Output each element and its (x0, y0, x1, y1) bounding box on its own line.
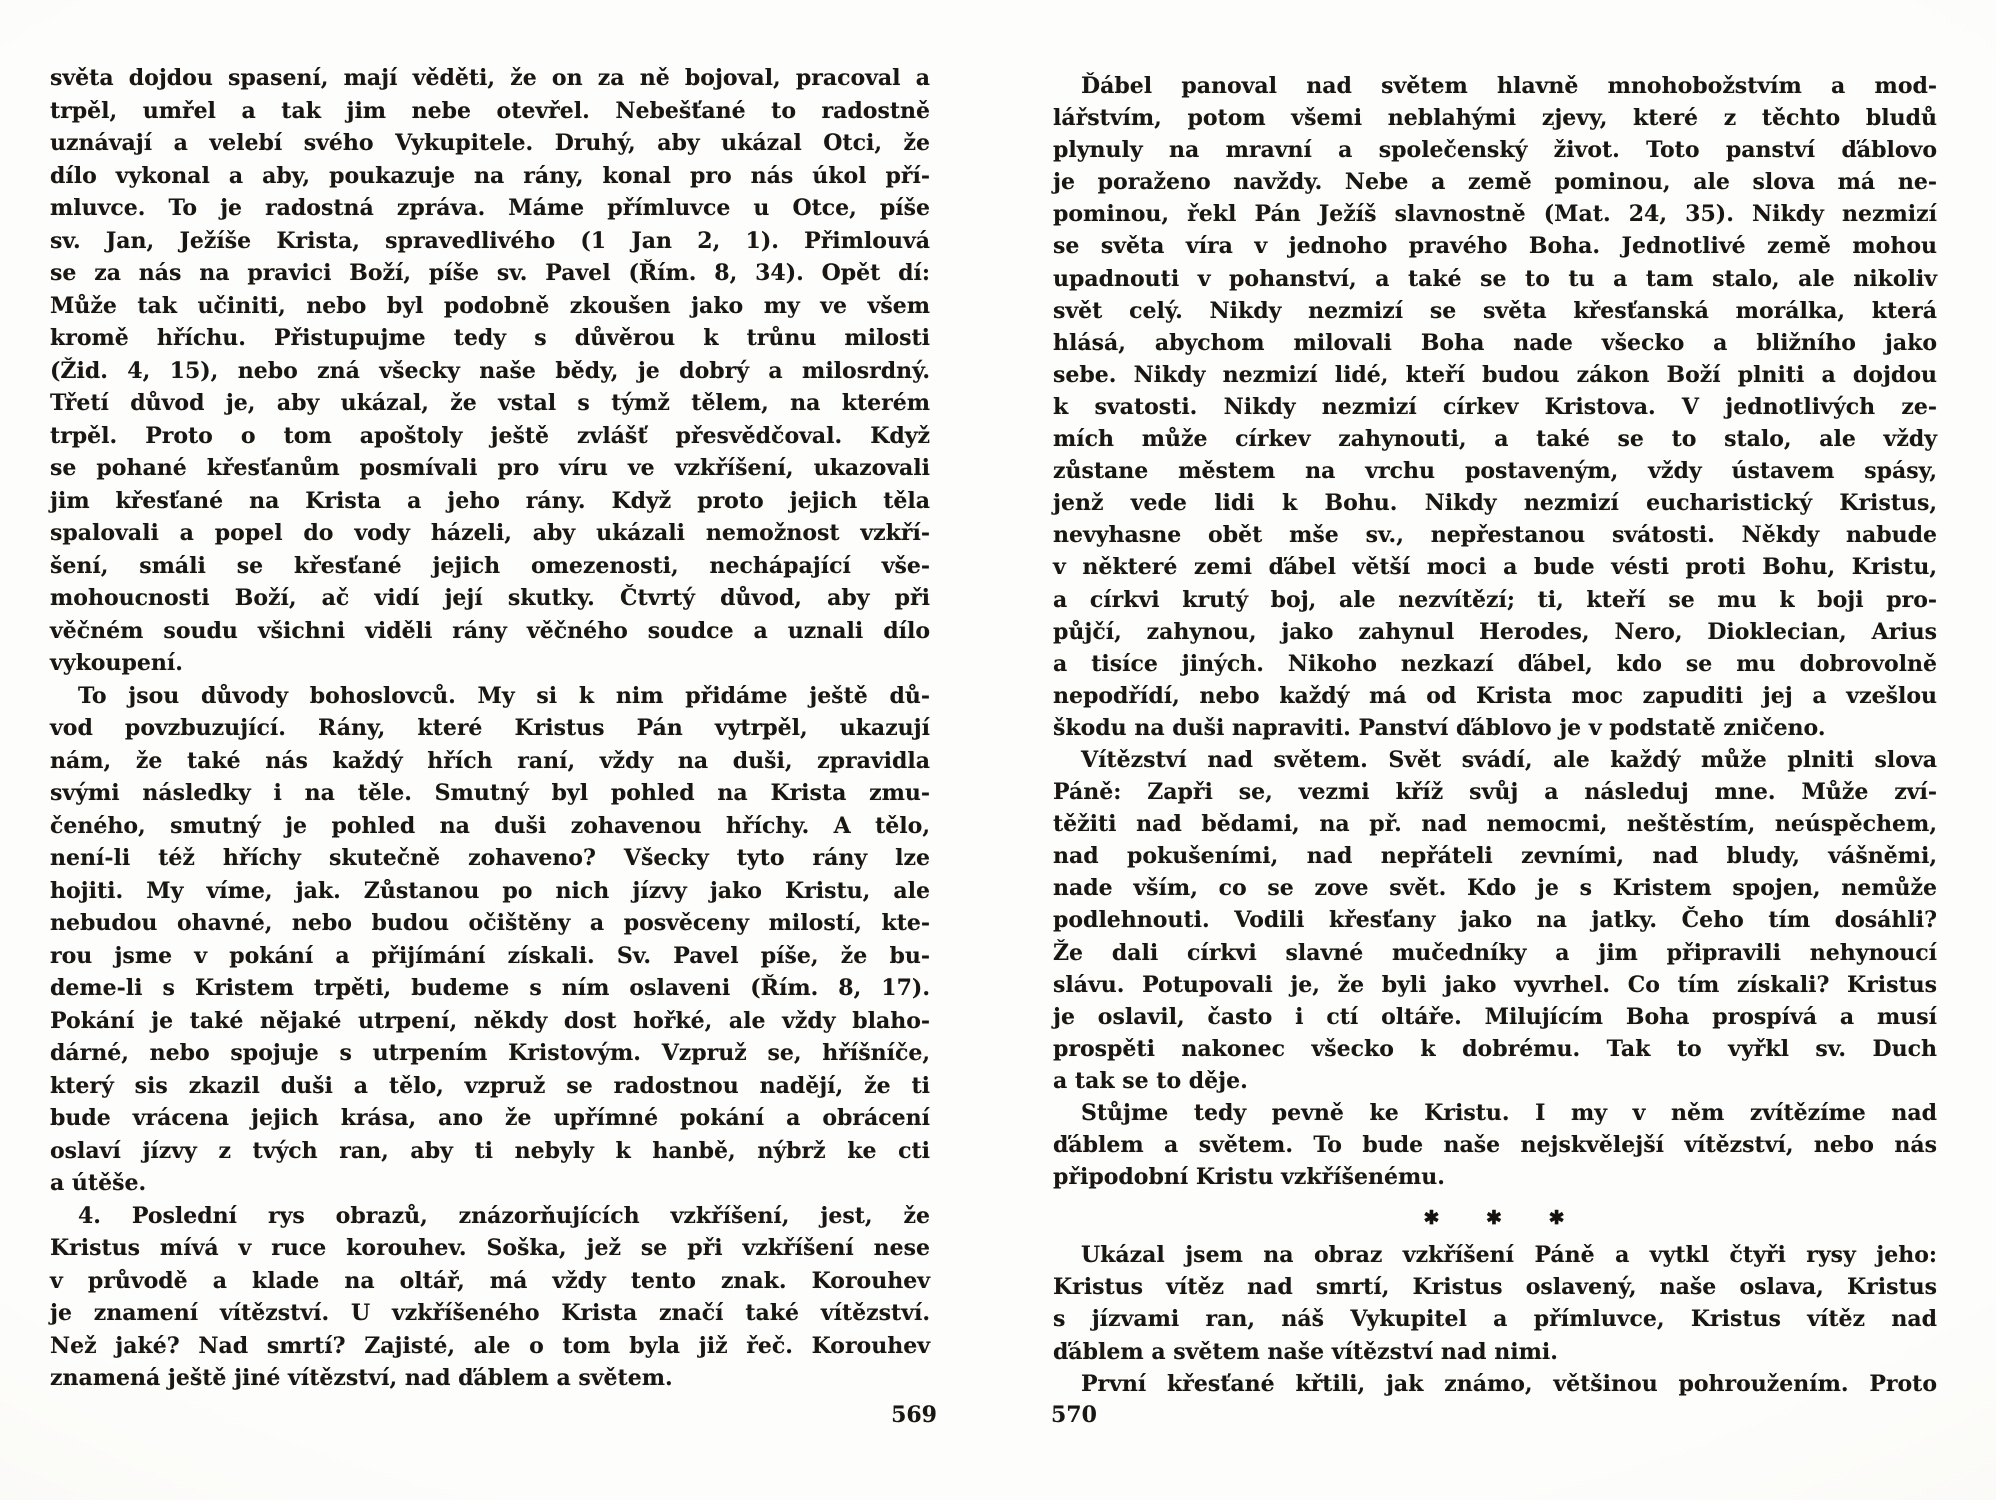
text-line: a tisíce jiných. Nikoho nezkazí ďábel, kdo se mu dobrovolně (1053, 650, 1937, 677)
text-line: Kristus mívá v ruce korouhev. Soška, jež se při vzkříšení nese (50, 1235, 930, 1261)
text-line: mluvce. To je radostná zpráva. Máme přímluvce u Otce, píše (50, 195, 930, 221)
text-line: svět celý. Nikdy nezmizí se světa křesťanská morálka, která (1053, 297, 1937, 324)
text-line: jenž vede lidi k Bohu. Nikdy nezmizí eucharistický Kristus, (1053, 490, 1937, 517)
text-line: jim křesťané na Krista a jeho rány. Když proto jejich těla (50, 487, 930, 514)
text-line: věčném soudu všichni viděli rány věčného soudce a uznali dílo (50, 617, 930, 644)
text-line: v některé zemi ďábel větší moci a bude vésti proti Bohu, Kristu, (1053, 554, 1937, 581)
text-line: uznávají a velebí svého Vykupitele. Druhý, aby ukázal Otci, že (50, 130, 930, 156)
text-line: a církvi krutý boj, ale nezvítězí; ti, kteří se mu k boji pro- (1053, 586, 1937, 613)
text-line: a útěše. (50, 1170, 147, 1196)
text-line: vykoupení. (50, 650, 183, 676)
text-line: bude vrácena jejich krása, ano že upřímné pokání a obrácení (50, 1105, 930, 1131)
text-line: Kristus vítěz nad smrtí, Kristus oslavený, naše oslava, Kristus (1053, 1274, 1937, 1301)
page-number-right: 570 (1051, 1402, 1097, 1428)
page-number-left: 569 (891, 1402, 937, 1428)
text-line: v průvodě a klade na oltář, má vždy tento znak. Korouhev (50, 1267, 930, 1294)
text-line: svými následky i na těle. Smutný byl pohled na Krista zmu- (50, 780, 930, 806)
text-line: (Žid. 4, 15), nebo zná všecky naše bědy, je dobrý a milosrdný. (50, 357, 930, 384)
text-line: těžiti nad bědami, na př. nad nemocmi, neštěstím, neúspěchem, (1053, 811, 1937, 838)
text-line: mohoucnosti Boží, ač vidí její skutky. Čtvrtý důvod, aby při (50, 585, 930, 611)
text-line: šení, smáli se křesťané jejich omezenosti, nechápající vše- (50, 552, 930, 579)
text-line: dárné, nebo spojuje s utrpením Kristovým. Vzpruž se, hříšníče, (50, 1040, 930, 1066)
text-line: ďáblem a světem. To bude naše nejskvělejší vítězství, nebo nás (1053, 1132, 1937, 1159)
right-page (1053, 70, 1937, 1400)
text-line: znamená ještě jiné vítězství, nad ďáblem a světem. (50, 1365, 673, 1391)
text-line: se za nás na pravici Boží, píše sv. Pavel (Řím. 8, 34). Opět dí: (50, 260, 930, 286)
text-line: prospěti nakonec všecko k dobrému. Tak to vyřkl sv. Duch (1053, 1035, 1937, 1062)
text-line: podlehnouti. Vodili křesťany jako na jatky. Čeho tím dosáhli? (1053, 907, 1937, 934)
text-line: vod povzbuzující. Rány, které Kristus Pán vytrpěl, ukazují (50, 715, 930, 741)
text-line: zůstane městem na vrchu postaveným, vždy ústavem spásy, (1053, 458, 1937, 485)
text-line: s jízvami ran, náš Vykupitel a přímluvce, Kristus vítěz nad (1053, 1306, 1937, 1333)
text-line: Než jaké? Nad smrtí? Zajisté, ale o tom byla již řeč. Korouhev (50, 1332, 930, 1359)
left-page (50, 62, 930, 1395)
text-line: Pokání je také nějaké utrpení, někdy dost hořké, ale vždy blaho- (50, 1007, 930, 1034)
text-line: není-li též hříchy skutečně zohaveno? Všecky tyto rány lze (50, 845, 930, 871)
text-line: pominou, řekl Pán Ježíš slavnostně (Mat. 24, 35). Nikdy nezmizí (1053, 201, 1937, 228)
text-line: sv. Jan, Ježíše Krista, spravedlivého (1 Jan 2, 1). Přimlouvá (50, 227, 930, 254)
text-line: nade vším, co se zove svět. Kdo je s Kristem spojen, nemůže (1053, 875, 1937, 902)
text-line: 4. Poslední rys obrazů, znázorňujících vzkříšení, jest, že (78, 1202, 930, 1229)
left-page-text (50, 62, 930, 1395)
text-line: upadnouti v pohanství, a také se to tu a tam stalo, ale nikoliv (1053, 265, 1937, 292)
text-line: hojiti. My víme, jak. Zůstanou po nich jízvy jako Kristu, ale (50, 877, 930, 904)
text-line: nepodřídí, nebo každý má od Krista moc zapuditi jej a vzešlou (1053, 682, 1937, 709)
text-line: kromě hříchu. Přistupujme tedy s důvěrou k trůnu milosti (50, 325, 930, 351)
text-line: je oslavil, často i ctí oltáře. Milujícím Boha prospívá a musí (1053, 1003, 1937, 1030)
text-line: nebudou ohavné, nebo budou očištěny a posvěceny milostí, kte- (50, 910, 930, 936)
text-line: Ukázal jsem na obraz vzkříšení Páně a vytkl čtyři rysy jeho: (1081, 1242, 1937, 1269)
text-line: trpěl, umřel a tak jim nebe otevřel. Nebešťané to radostně (50, 97, 930, 124)
text-line: připodobní Kristu vzkříšenému. (1053, 1164, 1445, 1191)
text-line: škodu na duši napraviti. Panství ďáblovo je v podstatě zničeno. (1053, 714, 1826, 741)
text-line: deme-li s Kristem trpěti, budeme s ním oslaveni (Řím. 8, 17). (50, 975, 930, 1001)
text-line: ďáblem a světem naše vítězství nad nimi. (1053, 1338, 1558, 1365)
text-line: světa dojdou spasení, mají věděti, že on za ně bojoval, pracoval a (50, 65, 930, 91)
text-line: je poraženo navždy. Nebe a země pominou, ale slova má ne- (1053, 169, 1937, 196)
text-line: nám, že také nás každý hřích raní, vždy na duši, zpravidla (50, 747, 930, 774)
text-line: Že dali církvi slavné mučedníky a jim připravili nehynoucí (1053, 939, 1937, 966)
text-line: se světa víra v jednoho pravého Boha. Jednotlivé země mohou (1053, 233, 1937, 260)
text-line: Ďábel panoval nad světem hlavně mnohobožstvím a mod- (1081, 73, 1937, 99)
text-line: hlásá, abychom milovali Boha nade všecko a bližního jako (1053, 329, 1937, 356)
text-line: spalovali a popel do vody házeli, aby ukázali nemožnost vzkří- (50, 520, 930, 546)
text-line: plynuly na mravní a společenský život. Toto panství ďáblovo (1053, 137, 1937, 164)
text-line: První křesťané křtili, jak známo, většinou pohroužením. Proto (1081, 1370, 1937, 1397)
text-line: nevyhasne obět mše sv., nepřestanou svátosti. Někdy nabude (1053, 522, 1937, 549)
text-line: sebe. Nikdy nezmizí lidé, kteří budou zákon Boží plniti a dojdou (1053, 361, 1937, 388)
text-line: čeného, smutný je pohled na duši zohavenou hříchy. A tělo, (50, 812, 930, 839)
text-line: je znamení vítězství. U vzkříšeného Krista značí také vítězství. (50, 1300, 930, 1326)
text-line: oslaví jízvy z tvých ran, aby ti nebyly k hanbě, nýbrž ke cti (50, 1137, 930, 1164)
text-line: Třetí důvod je, aby ukázal, že vstal s týmž tělem, na kterém (50, 390, 930, 416)
right-page-text (1053, 70, 1937, 1400)
text-line: nad pokušeními, nad nepřáteli zevními, nad bludy, vášněmi, (1053, 843, 1937, 870)
section-separator: ✱ ✱ ✱ (1423, 1207, 1567, 1230)
text-line: Může tak učiniti, nebo byl podobně zkoušen jako my ve všem (50, 292, 930, 319)
text-line: se pohané křesťanům posmívali pro víru ve vzkříšení, ukazovali (50, 455, 930, 481)
text-line: Páně: Zapři se, vezmi kříž svůj a následuj mne. Může zví- (1053, 779, 1937, 806)
text-line: mích může církev zahynouti, a také se to stalo, ale vždy (1053, 426, 1937, 453)
text-line: který sis zkazil duši a tělo, vzpruž se radostnou nadějí, že ti (50, 1072, 930, 1099)
text-line: slávu. Potupovali je, že byli jako vyvrhel. Co tím získali? Kristus (1053, 971, 1937, 998)
text-line: rou jsme v pokání a přijímání získali. Sv. Pavel píše, že bu- (50, 942, 930, 969)
text-line: lářstvím, potom všemi neblahými zjevy, které z těchto bludů (1053, 105, 1937, 132)
text-line: trpěl. Proto o tom apoštoly ještě zvlášť přesvědčoval. Když (50, 422, 930, 449)
text-line: a tak se to děje. (1053, 1067, 1248, 1094)
text-line: k svatosti. Nikdy nezmizí církev Kristova. V jednotlivých ze- (1053, 393, 1937, 420)
text-line: Vítězství nad světem. Svět svádí, ale každý může plniti slova (1081, 746, 1937, 773)
text-line: dílo vykonal a aby, poukazuje na rány, konal pro nás úkol pří- (50, 162, 930, 189)
text-line: To jsou důvody bohoslovců. My si k nim přidáme ještě dů- (78, 682, 930, 709)
text-line: půjčí, zahynou, jako zahynul Herodes, Nero, Dioklecian, Arius (1053, 618, 1937, 645)
text-line: Stůjme tedy pevně ke Kristu. I my v něm zvítězíme nad (1081, 1100, 1937, 1126)
